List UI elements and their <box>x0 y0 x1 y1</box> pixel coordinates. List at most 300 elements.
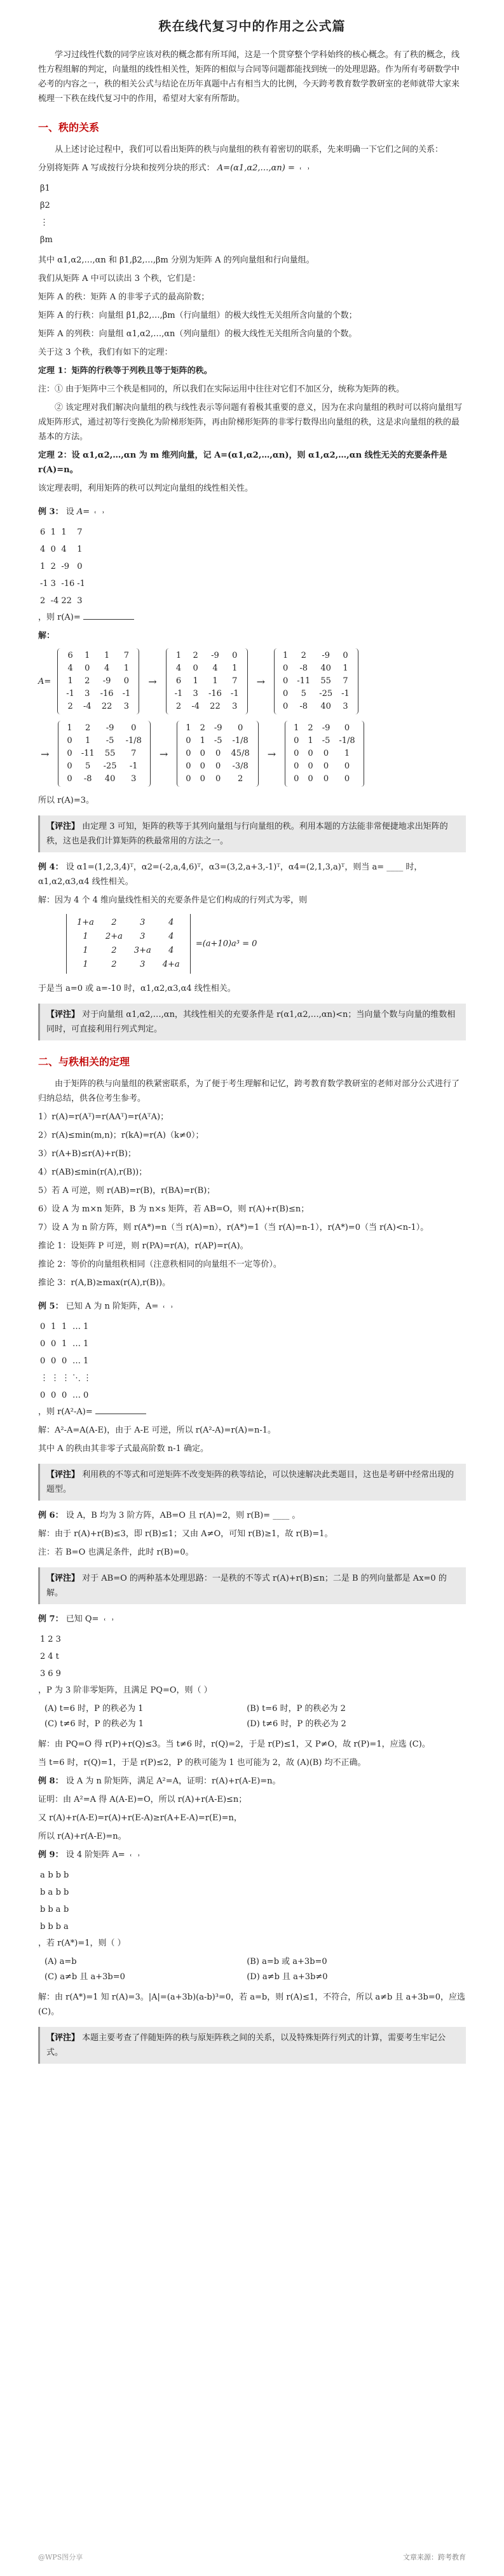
solution-matrix-6-cell: 1 <box>344 749 350 758</box>
example-3-matrix-cell: 2 <box>40 596 46 606</box>
solution-steps-row2 <box>38 721 466 787</box>
example-3-matrix-cell: 0 <box>50 545 56 554</box>
solution-matrix-6-cell: 0 <box>294 774 299 784</box>
answer-blank <box>83 619 134 620</box>
solution-matrix-1-cell: 3 <box>123 702 130 711</box>
solution-matrix-4-cell: 0 <box>131 723 137 733</box>
example-8-proof-2: 又 r(A)+r(A-E)=r(A)+r(E-A)≥r(A+E-A)=r(E)=n， <box>38 1813 242 1823</box>
solution-matrix-1-cell: 1 <box>67 676 73 686</box>
example-3-matrix-cell: -4 <box>50 596 59 606</box>
example-7-solution: 解：由 PQ=O 得 r(P)+r(Q)≤3。当 t≠6 时，r(Q)=2，于是 r(P)≤1，又 P≠O，故 r(P)=1，应选 (C)。 <box>38 1740 430 1749</box>
example-5-matrix-cell: 0 <box>40 1339 46 1349</box>
example-3-matrix-cell: 4 <box>40 545 46 554</box>
solution-matrix-2-cell: 22 <box>210 702 221 711</box>
solution-matrix-1-cell: 1 <box>85 651 90 660</box>
example-9-question: ，若 r(A*)=1，则（ ） <box>38 1939 126 1948</box>
solution-matrix-3-cell: 5 <box>301 689 306 699</box>
example-3-matrix-cell: 1 <box>61 528 67 537</box>
example-5-matrix-cell: 0 <box>51 1391 57 1400</box>
solution-matrix-3-cell: 1 <box>343 664 348 673</box>
comment-tag: 【评注】 <box>46 1574 80 1583</box>
determinant-row <box>72 958 185 971</box>
solution-matrix-4-cell: 55 <box>104 749 116 758</box>
formula-item: 4）r(AB)≤min(r(A),r(B))； <box>38 1168 147 1177</box>
solution-matrix-4-row <box>62 760 146 773</box>
solution-matrix-2-cell: 6 <box>175 676 182 686</box>
solution-matrix-4-cell: 7 <box>131 749 137 758</box>
example-3-label: 例 3： <box>38 507 64 517</box>
solution-matrix-4-cell: 1 <box>85 736 91 746</box>
rank-definition-item: 矩阵 A 的行秩：向量组 β1,β2,…,βm（行向量组）的极大线性无关组所含向量的个数； <box>38 311 357 320</box>
solution-matrix-3-cell: 40 <box>320 702 331 711</box>
example-9-matrix-row <box>39 1867 69 1883</box>
section1-intro: 从上述讨论过程中，我们可以看出矩阵的秩与向量组的秩有着密切的联系，先来明确一下它们之间的关系： <box>55 145 444 154</box>
example-9-matrix-cell: b <box>48 1871 53 1880</box>
comment-box-4 <box>38 1567 466 1604</box>
example-7-matrix-cell: 3 <box>55 1635 61 1644</box>
formula-item: 3）r(A+B)≤r(A)+r(B)； <box>38 1149 136 1159</box>
example-7-choices <box>38 1701 466 1732</box>
solution-matrix-3-row <box>278 700 354 713</box>
solution-matrix-3-cell: 0 <box>283 689 289 699</box>
solution-matrix-3-cell: 0 <box>283 676 289 686</box>
solution-matrix-2-cell: 0 <box>193 664 198 673</box>
transform-arrow-icon: → <box>256 675 265 688</box>
example-7-matrix-cell: 9 <box>55 1669 61 1679</box>
solution-matrix-4-cell: -9 <box>106 723 114 733</box>
comment-text: 本题主要考查了伴随矩阵的秩与原矩阵秩之间的关系，以及特殊矩阵行列式的计算，需要考生牢记公式。 <box>46 2033 446 2057</box>
block-column-matrix-row <box>39 181 53 196</box>
block-column-matrix-row <box>39 198 53 214</box>
example-8-proof-3: 所以 r(A)+r(A-E)=n。 <box>38 1832 126 1841</box>
example-5-matrix-cell: … <box>72 1339 81 1349</box>
example-9-matrix-row <box>39 1902 69 1918</box>
solution-matrix-5-row <box>181 735 254 747</box>
solution-matrix-6-row <box>289 760 360 773</box>
example-5-matrix-cell: … <box>72 1356 81 1366</box>
example-9-matrix-cell: b <box>40 1922 46 1932</box>
solution-matrix-4-cell: -11 <box>81 749 95 758</box>
example-9-matrix-cell: b <box>63 1905 69 1914</box>
solution-matrix-6-cell: 0 <box>294 736 299 746</box>
solution-matrix-2-cell: -1 <box>230 689 239 699</box>
example-3-matrix-row <box>39 542 86 557</box>
example-9-matrix-row <box>39 1919 69 1935</box>
example-3-matrix-row <box>39 524 86 540</box>
solution-matrix-1-cell: 1 <box>123 664 130 673</box>
choice-option: (B) a=b 或 a+3b=0 <box>247 1957 327 1966</box>
determinant-cell: 3 <box>140 932 146 941</box>
example-9-matrix-cell: b <box>55 1871 61 1880</box>
example-7-matrix-row <box>39 1632 62 1647</box>
example-7-matrix-row <box>39 1666 62 1682</box>
example-4-solution: 解：因为 4 个 4 维向量线性相关的充要条件是它们构成的行列式为零，则 <box>38 896 308 905</box>
solution-matrix-5-cell: 0 <box>186 736 191 746</box>
solution-matrix-6-cell: 0 <box>323 774 329 784</box>
example-9-matrix <box>130 1854 139 1857</box>
example-5-matrix-cell: 0 <box>83 1391 89 1400</box>
solution-matrix-3 <box>274 648 358 714</box>
transform-arrow-icon: → <box>41 747 50 760</box>
solution-matrix-1-row <box>62 700 135 713</box>
rank-definition-item: 矩阵 A 的列秩：向量组 α1,α2,…,αn（列向量组）的极大线性无关组所含向量的个数。 <box>38 329 357 339</box>
example-3-matrix-row <box>39 593 86 609</box>
solution-matrix-6-cell: 2 <box>308 723 313 733</box>
determinant-cell: 3+a <box>133 946 151 955</box>
choice-option: (D) a≠b 且 a+3b≠0 <box>247 1972 328 1982</box>
example-5-matrix-row <box>39 1319 92 1335</box>
determinant-cell: 4 <box>168 946 174 955</box>
example-3-matrix-row <box>39 559 86 575</box>
comment-box-3 <box>38 1464 466 1501</box>
example-9-solution: 解：由 r(A*)=1 知 r(A)=3。|A|=(a+3b)(a-b)³=0，若 a=b，则 r(A)≤1，不符合，所以 a≠b 且 a+3b=0，应选 (C)。 <box>38 1993 466 2017</box>
example-9-matrix-cell: b <box>40 1905 46 1914</box>
example-5-matrix-row <box>39 1336 92 1352</box>
solution-matrix-5-row <box>181 760 254 773</box>
example-5-matrix-cell: 0 <box>51 1356 57 1366</box>
example-7-condition: ，P 为 3 阶非零矩阵，且满足 PQ=O，则（ ） <box>38 1686 212 1695</box>
example-3-matrix-cell: 2 <box>50 562 56 571</box>
example-5-matrix-row <box>39 1387 92 1403</box>
example-4-label: 例 4： <box>38 862 64 872</box>
example-9-matrix-cell: b <box>63 1888 69 1897</box>
solution-matrix-6-row <box>289 747 360 760</box>
solution-matrix-4-cell: -8 <box>83 774 92 784</box>
example-8-text: 设 A 为 n 阶矩阵，满足 A²=A，证明：r(A)+r(A-E)=n。 <box>65 1776 281 1786</box>
example-3-matrix-cell: 1 <box>40 562 46 571</box>
solution-matrix-2 <box>166 648 248 714</box>
example-3-matrix-cell: 4 <box>61 545 67 554</box>
example-4 <box>38 860 466 889</box>
para1-text: 分别将矩阵 A 写成按行分块和按列分块的形式： <box>38 163 215 173</box>
example-7-matrix-cell: t <box>55 1652 59 1661</box>
solution-matrix-2-cell: 3 <box>232 702 238 711</box>
solution-matrix-2-cell: 7 <box>232 676 238 686</box>
solution-matrix-3-cell: -1 <box>341 689 350 699</box>
solution-matrix-5-cell: -9 <box>214 723 222 733</box>
solution-matrix-5-cell: 0 <box>186 761 191 771</box>
solution-matrix-6-row <box>289 722 360 735</box>
solution-matrix-6-cell: 0 <box>308 761 313 771</box>
solution-matrix-1-cell: 6 <box>67 651 73 660</box>
solution-matrix-3-cell: -8 <box>299 664 308 673</box>
solution-matrix-5-row <box>181 773 254 786</box>
page-footer <box>0 2550 504 2565</box>
solution-matrix-1-cell: 0 <box>123 676 130 686</box>
choice-option: (D) t≠6 时，P 的秩必为 2 <box>247 1719 346 1729</box>
formula-item: 1）r(A)=r(Aᵀ)=r(AAᵀ)=r(AᵀA)； <box>38 1112 169 1122</box>
example-3-matrix-cell: 22 <box>61 596 72 606</box>
example-3-matrix-cell: 3 <box>77 596 83 606</box>
solution-matrix-5-cell: 2 <box>200 723 205 733</box>
determinant-row <box>72 930 185 943</box>
solution-matrix-1-cell: -4 <box>83 702 92 711</box>
solution-matrix-2-row <box>170 662 243 675</box>
solution-matrix-1-row <box>62 662 135 675</box>
solution-matrix-6-cell: -5 <box>322 736 330 746</box>
solution-steps-row1: A= 6 1 1 7 4 0 4 1 1 2 -9 0 -1 3 -16 -1 2 -4 22 3 → 1 2 -9 0 4 0 4 1 6 1 1 7 -1 3 -16 -1 2 -4 22 3 → 1 2 -9 0 0 -8 40 1 0 -11 55 7 0 5 -25 -1 0 -8 40 3 <box>38 648 466 714</box>
formula-item: 7）设 A 为 n 阶方阵，则 r(A*)=n（当 r(A)=n），r(A*)=1（当 r(A)=n-1），r(A*)=0（当 r(A)<n-1）。 <box>38 1223 429 1232</box>
solution-matrix-1-cell: -9 <box>102 676 111 686</box>
section2-intro: 由于矩阵的秩与向量组的秩紧密联系，为了便于考生理解和记忆，跨考教育数学教研室的老师对部分公式进行了归纳总结，供各位考生参考。 <box>38 1079 460 1103</box>
solution-matrix-1-cell: 4 <box>67 664 73 673</box>
solution-matrix-6-cell: 0 <box>308 749 313 758</box>
solution-matrix-1-cell: -16 <box>100 689 114 699</box>
example-5-matrix-cell: ⋮ <box>51 1373 59 1383</box>
solution-matrix-3-cell: -25 <box>319 689 333 699</box>
note-2: ② 该定理对我们解决向量组的秩与线性表示等问题有着极其重要的意义，因为在求向量组的秩时可以将向量组写成矩阵形式，通过初等行变换化为阶梯形矩阵，再由阶梯形矩阵的非零行数得出向量组的秩，这是求向量组的秩的最基本的方法。 <box>38 403 463 442</box>
determinant-cell: 3 <box>140 960 146 969</box>
rank-definition-item: 矩阵 A 的秩：矩阵 A 的非零子式的最高阶数； <box>38 292 210 302</box>
solution-matrix-5-cell: 1 <box>186 723 191 733</box>
example-3-matrix-cell: 1 <box>50 528 56 537</box>
determinant-display <box>38 914 466 974</box>
solution-matrix-6 <box>285 721 364 787</box>
para5: 该定理表明，利用矩阵的秩可以判定向量组的线性相关性。 <box>38 484 254 493</box>
solution-matrix-5-cell: -5 <box>214 736 222 746</box>
solution-matrix-5-cell: 0 <box>186 774 191 784</box>
example-5-matrix <box>163 1305 172 1308</box>
block-partition-paragraph: 分别将矩阵 A 写成按行分块和按列分块的形式： A=(α1,α2,…,αn) = <box>38 161 466 175</box>
example-3-matrix-cell: 0 <box>77 562 83 571</box>
solution-matrix-4-cell: -5 <box>106 736 114 746</box>
example-5-matrix-cell: 0 <box>40 1356 46 1366</box>
solution-matrix-5 <box>177 721 258 787</box>
determinant-row <box>72 944 185 957</box>
solution-matrix-3-cell: -11 <box>297 676 311 686</box>
solution-matrix-3-row <box>278 675 354 688</box>
example-3-matrix-cell: -9 <box>61 562 70 571</box>
choice-option: (A) t=6 时，P 的秩必为 1 <box>44 1704 144 1714</box>
comment-tag: 【评注】 <box>46 822 80 831</box>
choice-option: (A) a=b <box>44 1957 77 1966</box>
example-6-label: 例 6： <box>38 1511 64 1520</box>
corollary-3: 推论 3：r(A,B)≥max(r(A),r(B))。 <box>38 1278 171 1288</box>
example-7-matrix-cell: 2 <box>40 1652 46 1661</box>
solution-matrix-1-row <box>62 650 135 662</box>
determinant-cell: 1+a <box>77 918 94 927</box>
comment-text: 对于向量组 α1,α2,…,αn，其线性相关的充要条件是 r(α1,α2,…,αn)<n；当向量个数与向量的维数相同时，可直接利用行列式判定。 <box>46 1010 456 1034</box>
example-9-matrix-row <box>39 1884 69 1900</box>
block-column-matrix <box>300 167 309 170</box>
solution-matrix-3-cell: 2 <box>301 651 306 660</box>
determinant-cell: 1 <box>83 932 88 941</box>
block-column-matrix-row <box>39 215 53 231</box>
solution-matrix-6-cell: 1 <box>308 736 313 746</box>
solution-matrix-2-cell: 2 <box>193 651 198 660</box>
example-5-matrix-cell: ⋮ <box>83 1373 92 1383</box>
formula-item: 2）r(A)≤min(m,n)；r(kA)=r(A)（k≠0）； <box>38 1131 204 1140</box>
block-column-matrix-cell: ⋮ <box>40 218 48 228</box>
solution-matrix-2-row <box>170 650 243 662</box>
example-5-matrix-cell: 1 <box>62 1322 67 1332</box>
example-7-solution-2: 当 t=6 时，r(Q)=1，于是 r(P)≤2，P 的秩可能为 1 也可能为 2，故 (A)(B) 均不正确。 <box>38 1758 366 1768</box>
example-7-matrix-cell: 3 <box>40 1669 46 1679</box>
solution-matrix-2-cell: -1 <box>174 689 183 699</box>
solution-result: 所以 r(A)=3。 <box>38 796 95 805</box>
solution-matrix-4-row <box>62 722 146 735</box>
example-5-label: 例 5： <box>38 1302 64 1311</box>
solution-matrix-6-cell: 0 <box>323 761 329 771</box>
solution-matrix-1-cell: 4 <box>104 664 110 673</box>
document-title: 秩在线代复习中的作用之公式篇 <box>158 18 346 34</box>
example-6-text: 设 A，B 均为 3 阶方阵，AB=O 且 r(A)=2，则 r(B)= ____ 。 <box>65 1511 301 1520</box>
solution-matrix-2-cell: 0 <box>232 651 238 660</box>
comment-text: 利用秩的不等式和可逆矩阵不改变矩阵的秩等结论，可以快速解决此类题目，这也是考研中经常出现的题型。 <box>46 1470 454 1494</box>
determinant-cell: 4+a <box>162 960 180 969</box>
example-9-matrix-cell: b <box>55 1888 61 1897</box>
example-5-matrix-cell: 0 <box>62 1356 67 1366</box>
example-7-matrix-row <box>39 1649 62 1665</box>
example-5-matrix-row <box>39 1370 92 1386</box>
determinant-result: =(a+10)a³ = 0 <box>195 939 257 949</box>
solution-matrix-3-cell: 7 <box>343 676 348 686</box>
formula-list <box>38 1110 466 1235</box>
solution-matrix-4-row <box>62 773 146 786</box>
example-5 <box>38 1299 466 1314</box>
solution-matrix-1-row <box>62 675 135 688</box>
solution-matrix-3-cell: 1 <box>283 651 289 660</box>
solution-matrix-6-cell: -9 <box>322 723 330 733</box>
solution-matrix-5-cell: 0 <box>200 761 205 771</box>
solution-matrix-1-cell: -1 <box>122 689 131 699</box>
determinant-cell: 3 <box>140 918 146 927</box>
example-9 <box>38 1848 466 1862</box>
example-5-matrix-cell: 0 <box>40 1391 46 1400</box>
solution-matrix-2-row <box>170 688 243 700</box>
solution-matrix-4-row <box>62 747 146 760</box>
solution-matrix-4-cell: 2 <box>85 723 91 733</box>
determinant-cell: 4 <box>168 918 174 927</box>
example-7-label: 例 7： <box>38 1614 64 1624</box>
example-7 <box>38 1612 466 1626</box>
solution-matrix-3-cell: 0 <box>343 651 348 660</box>
example-9-matrix-cell: b <box>63 1871 69 1880</box>
solution-matrix-5-cell: 0 <box>237 723 243 733</box>
solution-matrix-3-row <box>278 688 354 700</box>
example-3-text: 设 <box>65 507 74 517</box>
theorem-2: 定理 2：设 α1,α2,…,αn 为 m 维列向量，记 A=(α1,α2,…,αn)，则 α1,α2,…,αn 线性无关的充要条件是 r(A)=n。 <box>38 451 447 475</box>
solution-matrix-4-cell: 5 <box>85 761 91 771</box>
solution-matrix-4-cell: -1/8 <box>125 736 142 746</box>
solution-matrix-6-cell: 0 <box>344 761 350 771</box>
example-7-text: 已知 Q= <box>65 1614 99 1624</box>
example-7-matrix-cell: 2 <box>48 1635 53 1644</box>
example-5-matrix-cell: 1 <box>62 1339 67 1349</box>
block-row-formula: A=(α1,α2,…,αn) <box>217 163 285 173</box>
determinant-cell: 2 <box>111 918 117 927</box>
example-3-matrix-cell: 7 <box>77 528 83 537</box>
transform-arrow-icon: → <box>148 675 157 688</box>
solution-matrix-6-cell: 0 <box>308 774 313 784</box>
example-5-matrix-cell: 1 <box>83 1339 89 1349</box>
corollary-2: 推论 2：等价的向量组秩相同（注意秩相同的向量组不一定等价）。 <box>38 1260 282 1269</box>
determinant-cell: 1 <box>83 960 88 969</box>
choice-option: (C) a≠b 且 a+3b=0 <box>44 1972 125 1982</box>
solution-matrix-1-cell: 7 <box>123 651 130 660</box>
formula-item: 6）设 A 为 m×n 矩阵，B 为 n×s 矩阵，若 AB=O，则 r(A)+r(B)≤n； <box>38 1204 310 1214</box>
example-3-matrix-cell: -1 <box>40 579 48 589</box>
solution-matrix-4-cell: 3 <box>131 774 137 784</box>
para4: 关于这 3 个秩，我们有如下的定理： <box>38 348 173 357</box>
determinant-cell: 1 <box>83 946 88 955</box>
example-9-text: 设 4 阶矩阵 A= <box>65 1850 125 1860</box>
example-5-matrix-cell: 0 <box>62 1391 67 1400</box>
example-5-question: ，则 r(A²-A)= <box>38 1407 93 1417</box>
example-9-matrix-cell: a <box>40 1871 45 1880</box>
solution-matrix-3-cell: 0 <box>283 664 289 673</box>
choice-option: (C) t≠6 时，P 的秩必为 1 <box>44 1719 144 1729</box>
example-5-matrix-cell: 1 <box>51 1322 57 1332</box>
solution-matrix-5-cell: 0 <box>186 749 191 758</box>
solution-matrix-1-cell: 1 <box>104 651 110 660</box>
solution-matrix-2-cell: 1 <box>212 676 218 686</box>
solution-matrix-3-cell: -9 <box>322 651 330 660</box>
example-5-text: 已知 A 为 n 阶矩阵，A= <box>65 1302 159 1311</box>
solution-matrix-5-cell: 0 <box>215 761 221 771</box>
solution-matrix-6-cell: 0 <box>344 723 350 733</box>
example-5-matrix-cell: … <box>72 1391 81 1400</box>
solution-matrix-5-cell: 0 <box>200 774 205 784</box>
para3: 我们从矩阵 A 中可以读出 3 个秩，它们是： <box>38 274 201 283</box>
example-9-matrix-cell: a <box>55 1905 61 1914</box>
solution-matrix-1-row <box>62 688 135 700</box>
comment-text: 对于 AB=O 的两种基本处理思路：一是秩的不等式 r(A)+r(B)≤n；二是 B 的列向量都是 Ax=0 的解。 <box>46 1574 447 1598</box>
choice-option: (B) t=6 时，P 的秩必为 2 <box>247 1704 346 1714</box>
example-7-matrix-cell: 4 <box>48 1652 53 1661</box>
source-credit: 文章来源：跨考教育 <box>403 2553 466 2561</box>
solution-matrix-3-cell: 55 <box>320 676 331 686</box>
solution-label: 解： <box>38 631 55 641</box>
solution-matrix-5-cell: 0 <box>200 749 205 758</box>
block-column-matrix-cell: βm <box>40 235 53 245</box>
comment-text: 由定理 3 可知，矩阵的秩等于其列向量组与行向量组的秩。利用本题的方法能非常便捷地求出矩阵的秩，这也是我们计算矩阵的秩最常用的方法之一。 <box>46 822 448 846</box>
comment-box-5 <box>38 2027 466 2064</box>
example-5-matrix-cell: 0 <box>40 1322 46 1332</box>
formula-item: 5）若 A 可逆，则 r(AB)=r(B)，r(BA)=r(B)； <box>38 1186 215 1196</box>
solution-matrix-2-cell: -9 <box>211 651 219 660</box>
solution-matrix-4-cell: 0 <box>67 736 72 746</box>
example-9-label: 例 9： <box>38 1850 64 1860</box>
solution-matrix-3-cell: 0 <box>283 702 289 711</box>
example-3-matrix-cell: -1 <box>77 579 85 589</box>
example-9-matrix-cell: b <box>55 1922 61 1932</box>
para2: 其中 α1,α2,…,αn 和 β1,β2,…,βm 分别为矩阵 A 的列向量组和行向量组。 <box>38 256 315 265</box>
rank-definitions-list <box>38 290 466 341</box>
determinant-cell: 4 <box>168 932 174 941</box>
solution-matrix-2-cell: -16 <box>208 689 222 699</box>
example-8-proof-1: 证明：由 A²=A 得 A(A-E)=O，所以 r(A)+r(A-E)≤n； <box>38 1795 247 1804</box>
solution-matrix-6-cell: -1/8 <box>339 736 355 746</box>
solution-matrix-4-cell: -25 <box>103 761 117 771</box>
solution-matrix-1-cell: -1 <box>66 689 74 699</box>
comment-tag: 【评注】 <box>46 2033 80 2043</box>
solution-matrix-5-cell: -3/8 <box>232 761 249 771</box>
example-3: 例 3： 设 A= <box>38 505 466 519</box>
solution-matrix-2-row <box>170 675 243 688</box>
solution-matrix-5-row <box>181 722 254 735</box>
example-9-matrix-cell: b <box>40 1888 46 1897</box>
solution-matrix-4-cell: 40 <box>104 774 116 784</box>
solution-matrix-5-cell: 0 <box>215 774 221 784</box>
example-5-matrix-cell: 1 <box>83 1356 89 1366</box>
solution-matrix-2-cell: 4 <box>175 664 182 673</box>
solution-matrix-4-row <box>62 735 146 747</box>
theorem-1: 定理 1：矩阵的行秩等于列秩且等于矩阵的秩。 <box>38 366 212 376</box>
example-5-matrix-cell: ⋮ <box>40 1373 48 1383</box>
determinant-row <box>72 917 185 929</box>
solution-matrix-2-cell: -4 <box>191 702 200 711</box>
